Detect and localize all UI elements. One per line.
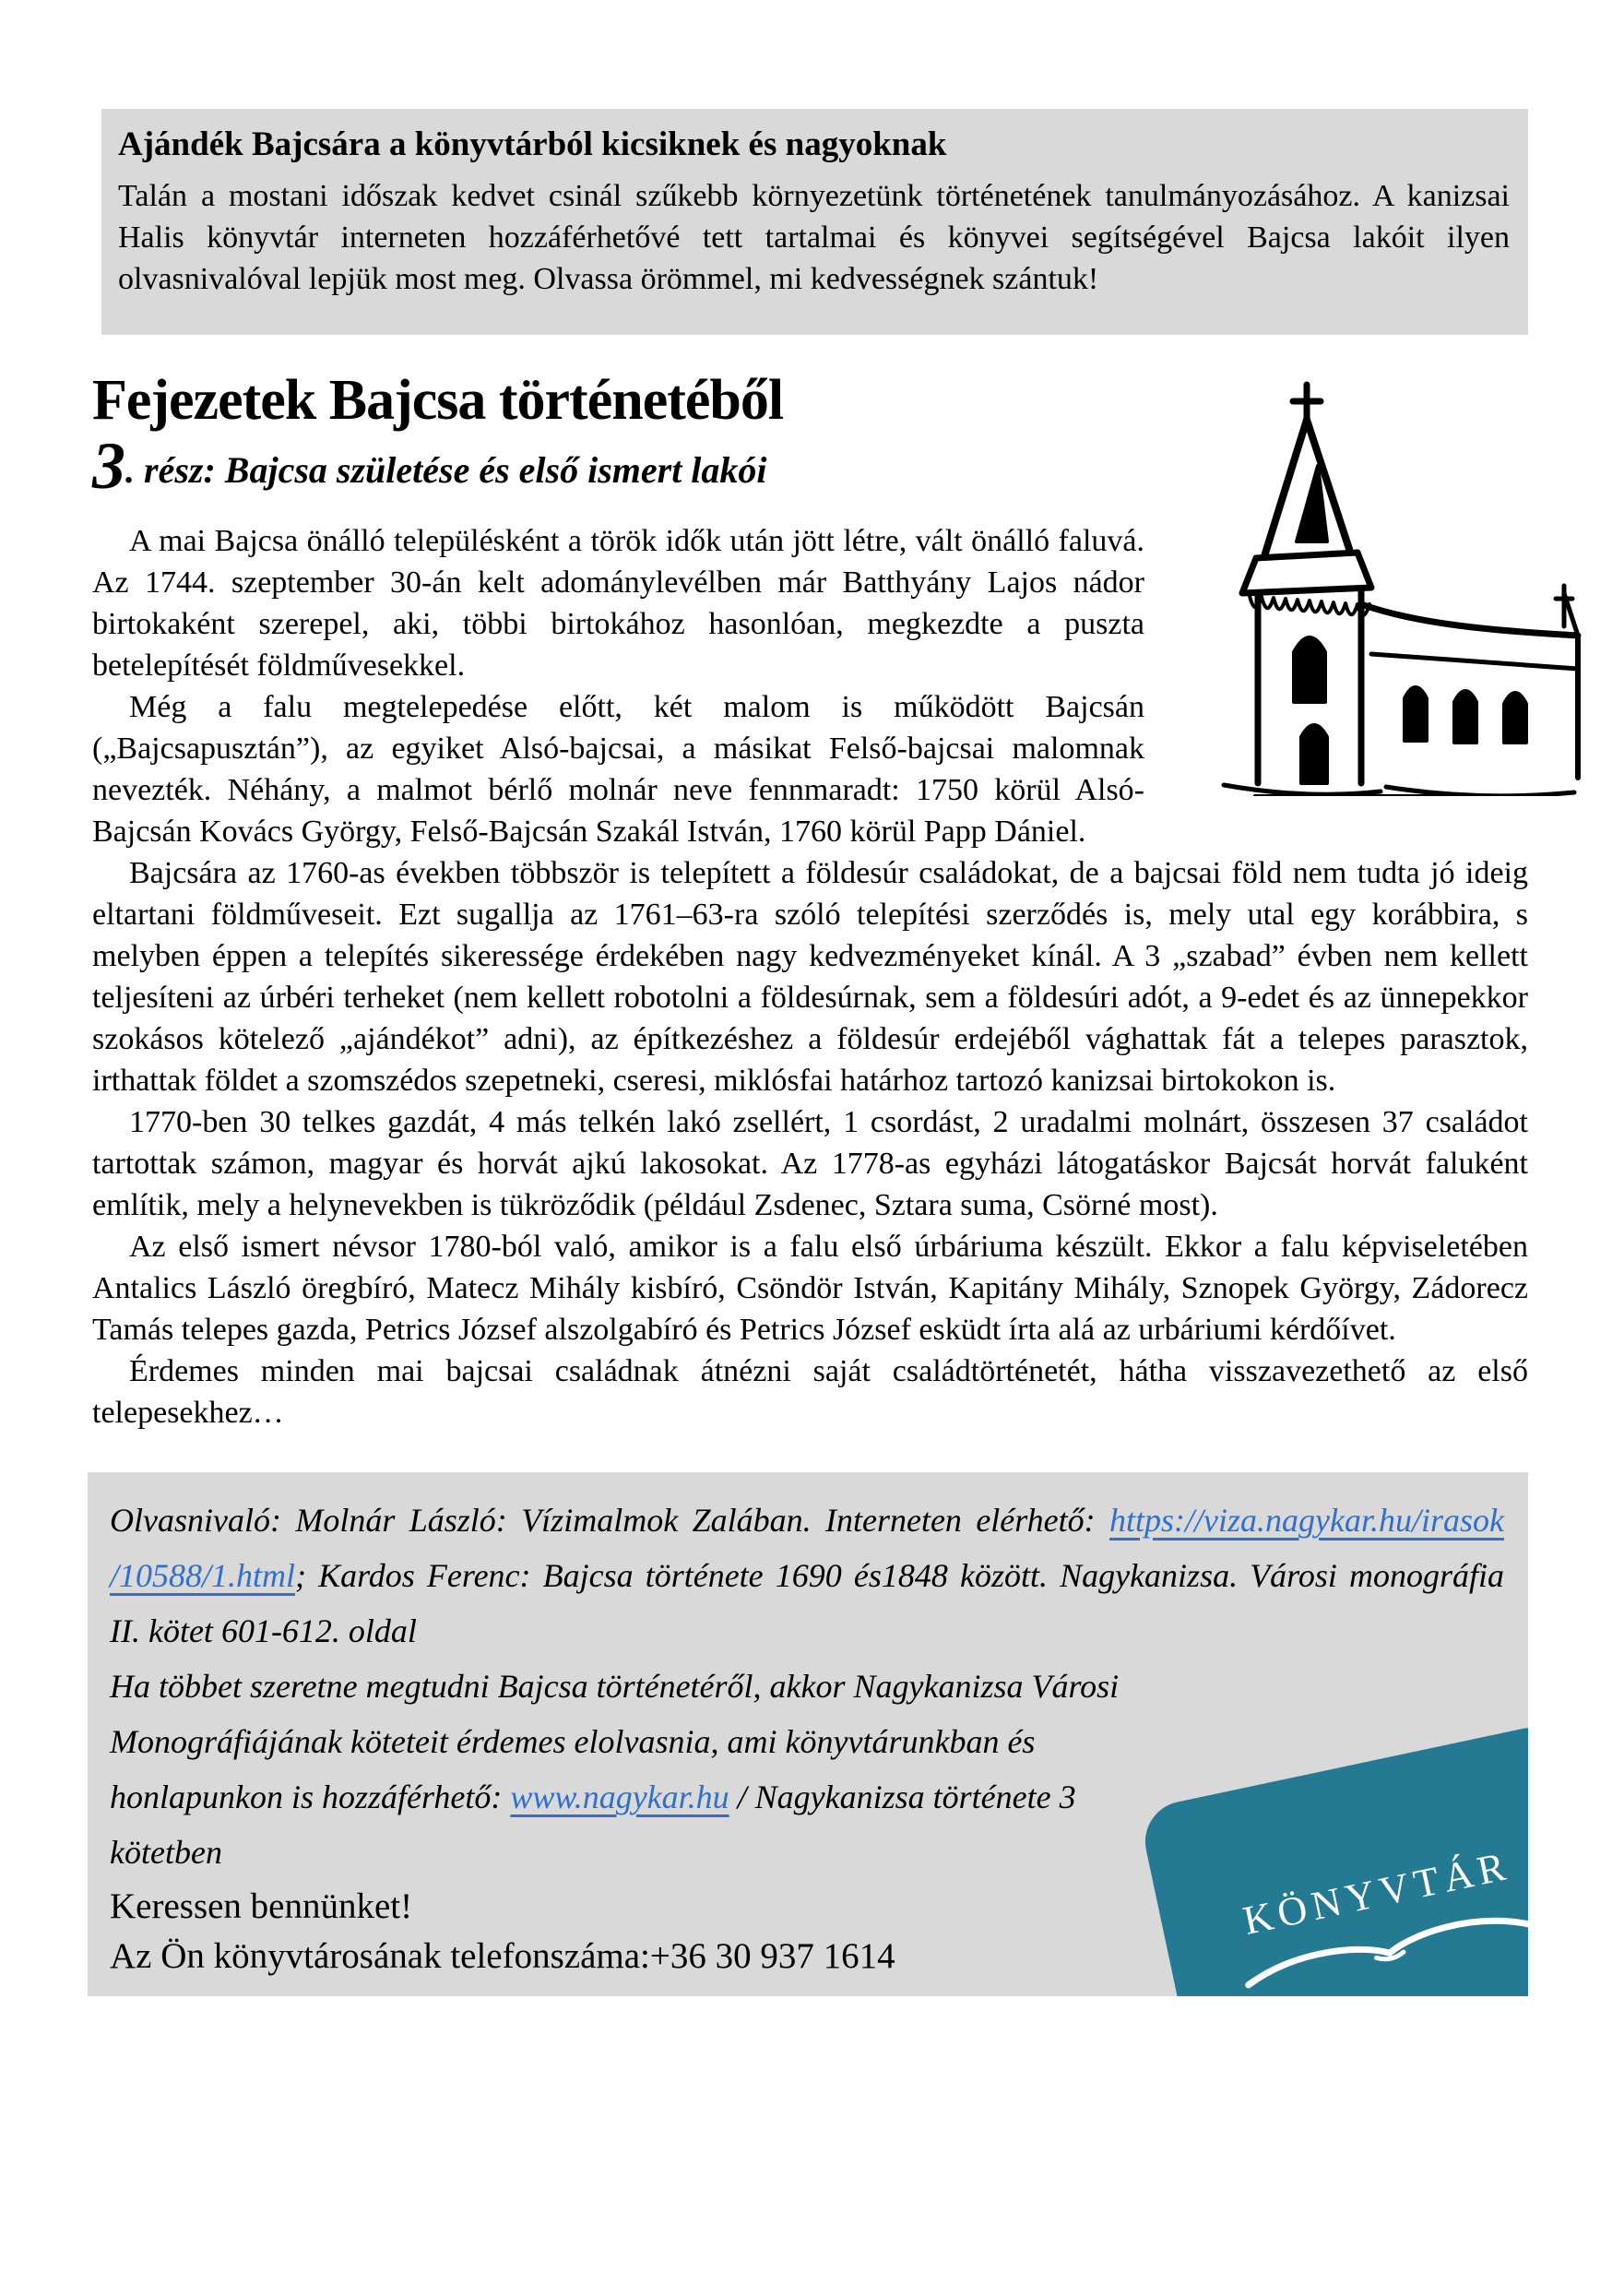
cornice-fringe <box>1250 596 1369 615</box>
reading-list-box <box>88 1472 1528 1996</box>
more-text-after: / Nagykanizsa története 3 kötetben <box>110 1779 1076 1871</box>
nave-roof <box>1361 604 1578 636</box>
viza-nagykar-link[interactable]: https://viza.nagykar.hu/irasok /10588/1.html <box>110 1502 1504 1594</box>
article-paragraph: Az első ismert névsor 1780-ból való, amikor is a falu első úrbáriuma készült. Ekkor a falu képviseletében Antalics László öregbíró, Matecz Mihály kisbíró, Csöndör István, Kapitány Mihály, Sznopek György, Zádorecz Tamás telepes gazda, Petrics József alszolgabíró és Petrics József esküdt írta alá az urbáriumi kérdőívet. <box>92 1230 1528 1347</box>
more-text-before: Ha többet szeretne megtudni Bajcsa történetéről, akkor Nagykanizsa Városi Monográfiájának köteteit érdemes elolvasnia, ami könyvtárunkban és honlapunkon is hozzáférhető: <box>110 1668 1120 1815</box>
ground-stroke-1 <box>1224 785 1381 794</box>
nave-window-3 <box>1504 693 1526 743</box>
reading-text-after: ; Kardos Ferenc: Bajcsa története 1690 és1848 között. Nagykanizsa. Városi monográfia II. kötet 601-612. oldal <box>110 1557 1504 1649</box>
subtitle-text: . rész: Bajcsa születése és első ismert lakói <box>125 449 767 491</box>
intro-box <box>101 109 1528 335</box>
nave-window-1 <box>1405 687 1427 741</box>
intro-title: Ajándék Bajcsára a könyvtárból kicsiknek és nagyoknak <box>118 125 947 163</box>
contact-phone: Az Ön könyvtárosának telefonszáma:+36 30 937 1614 <box>110 1936 895 1976</box>
library-logo-label: KÖNYVTÁR <box>1239 1842 1515 1944</box>
article-paragraph: Érdemes minden mai bajcsai családnak átnézni saját családtörténetét, hátha visszavezethető az első telepesekhez… <box>92 1354 1528 1430</box>
intro-text: Talán a mostani időszak kedvet csinál szűkebb környezetünk történetének tanulmányozásához. A kanizsai Halis könyvtár interneten hozzáférhetővé tett tartalmai és könyvei segítségével Bajcsa lakóit ilyen olvasnivalóval lepjük most meg. Olvassa örömmel, mi kedvességnek szántuk! <box>118 179 1510 296</box>
page-title: Fejezetek Bajcsa történetéből <box>92 369 784 432</box>
nave-eave <box>1371 654 1578 669</box>
article-paragraph: A mai Bajcsa önálló településként a török idők után jött létre, vált önálló faluvá. Az 1744. szeptember 30-án kelt adománylevélben már Batthyány Lajos nádor birtokaként szerepel, aki, többi birtokához hasonlóan, megkezdte a puszta betelepítését földművesekkel. <box>92 524 1144 683</box>
nave-window-2 <box>1454 691 1476 743</box>
reading-text-before: Olvasnivaló: Molnár László: Vízimalmok Zalában. Interneten elérhető: <box>110 1502 1110 1539</box>
tower-door <box>1301 725 1327 783</box>
article-paragraph: Még a falu megtelepedése előtt, két malom is működött Bajcsán („Bajcsapusztán”), az egyiket Alsó-bajcsai, a másikat Felső-bajcsai malomnak nevezték. Néhány, a malmot bérlő molnár neve fennmaradt: 1750 körül Alsó-Bajcsán Kovács György, Felső-Bajcsán Szakál István, 1760 körül Papp Dániel. <box>92 690 1144 849</box>
article-paragraph: Bajcsára az 1760-as években többször is telepített a földesúr családokat, de a bajcsai föld nem tudta jó ideig eltartani földműveseit. Ezt sugallja az 1761–63-ra szóló telepítési szerződés is, mely utal egy korábbira, s melyben éppen a telepítés sikeressége érdekében nagy kedvezményeket kínál. A 3 „szabad” évben nem kellett teljesíteni az úrbéri terheket (nem kellett robotolni a földesúrnak, sem a földesúri adót, a 9-edet és az ünnepekkor szokásos kötelező „ajándékot” adni), az építkezéshez a földesúr erdejéből vághattak fát a telepes parasztok, irthattak földet a szomszédos szepetneki, cseresi, miklósfai határhoz tartozó kanizsai birtokokon is. <box>92 856 1528 1098</box>
article-paragraph: 1770-ben 30 telkes gazdát, 4 más telkén lakó zsellért, 1 csordást, 2 uradalmi molnárt, összesen 37 családot tartottak számon, magyar és horvát ajkú lakosokat. Az 1778-as egyházi látogatáskor Bajcsát horvát faluként említik, mely a helynevekben is tükröződik (például Zsdenec, Sztara suma, Csörné most). <box>92 1105 1528 1222</box>
contact-invite: Keressen bennünket! <box>110 1886 413 1926</box>
church-illustration <box>1167 372 1582 838</box>
tower-cornice <box>1242 553 1371 593</box>
article <box>92 368 1528 1434</box>
tower-window <box>1294 637 1325 702</box>
subtitle-part-number: 3 <box>92 429 125 503</box>
reading-list-paragraph <box>110 1493 1504 1659</box>
nagykar-link[interactable]: www.nagykar.hu <box>510 1779 729 1815</box>
church-drawing-svg <box>1167 372 1582 796</box>
